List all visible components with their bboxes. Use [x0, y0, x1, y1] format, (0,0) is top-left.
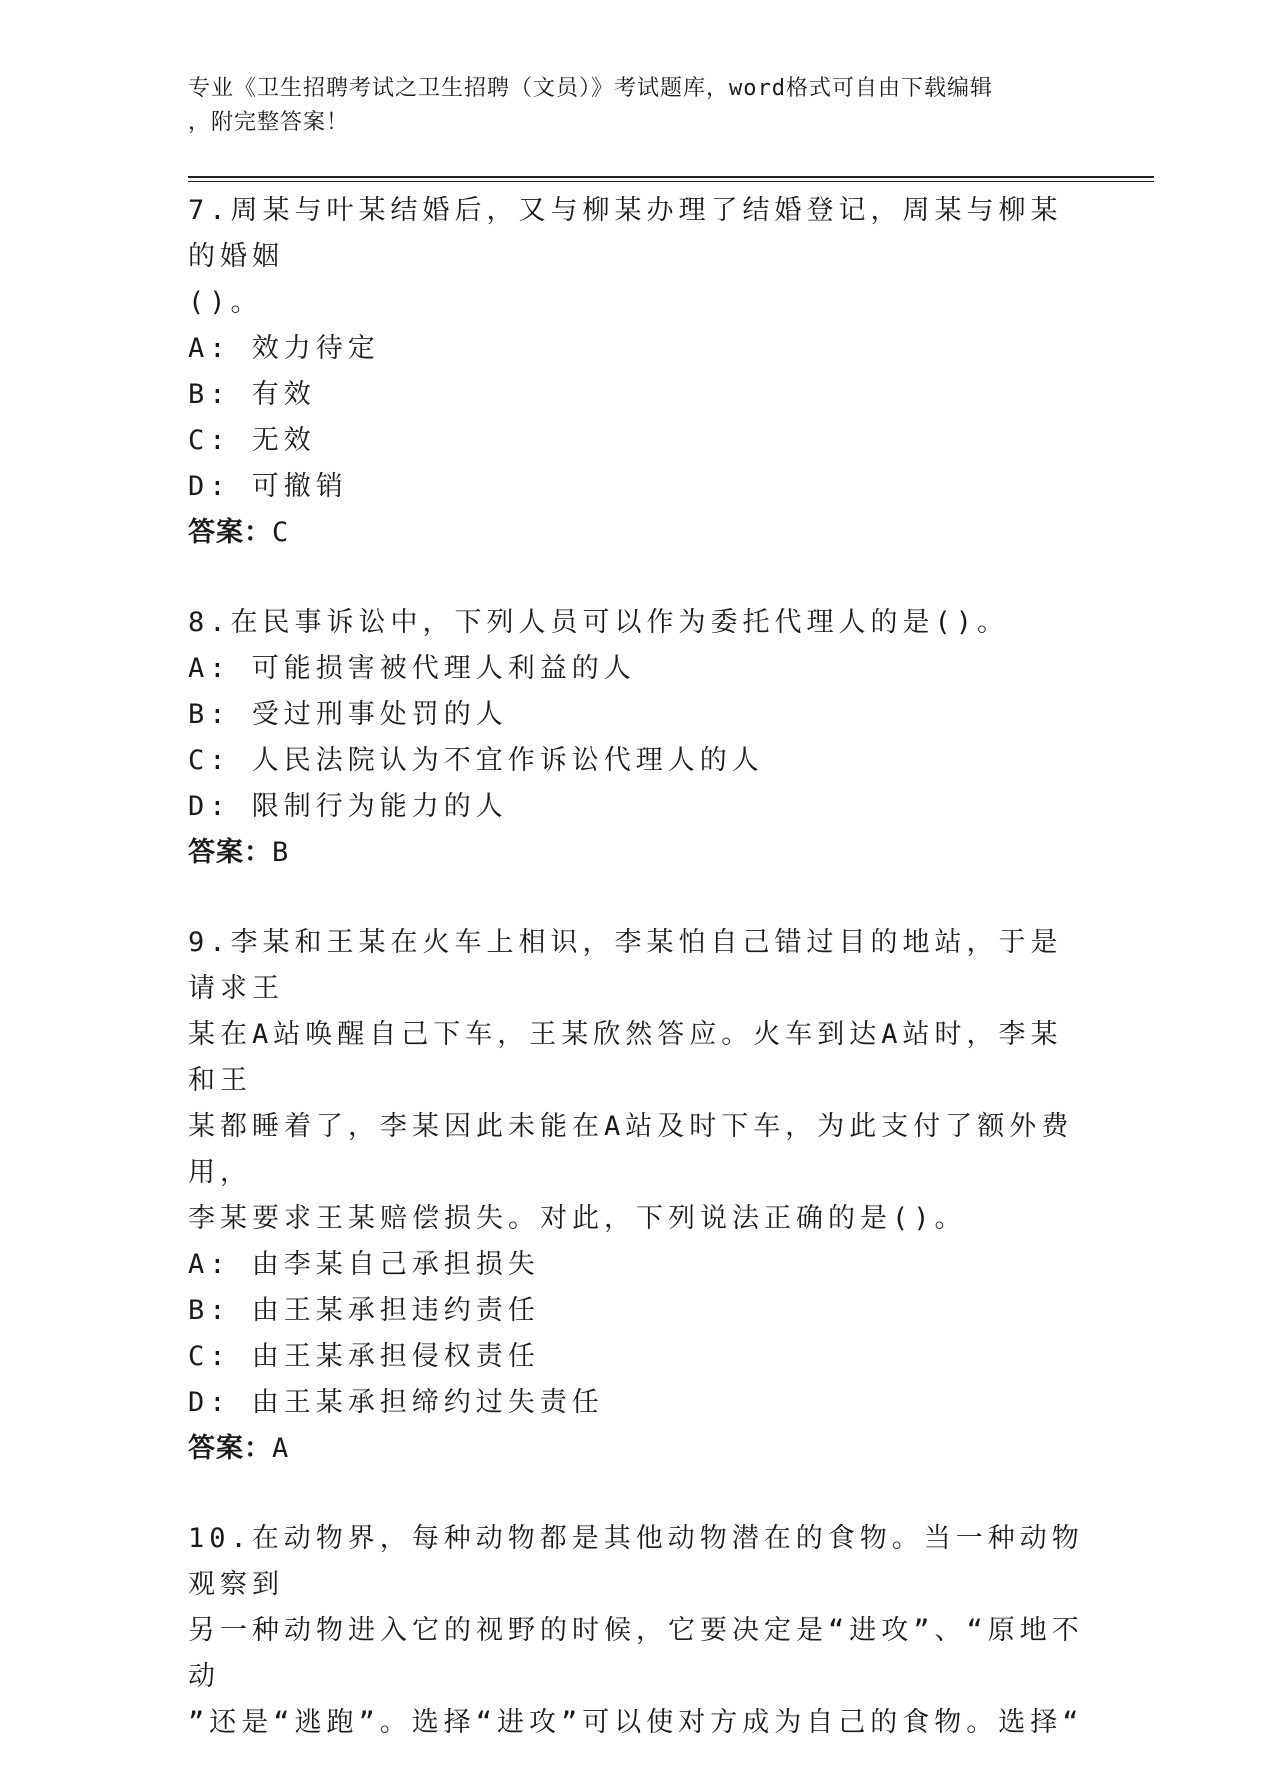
question-text-line: 另一种动物进入它的视野的时候，它要决定是“进攻”、“原地不动	[188, 1615, 1084, 1692]
question-text-line: 某在A站唤醒自己下车，王某欣然答应。火车到达A站时，李某和王	[188, 1019, 1063, 1096]
answer-value: C	[272, 517, 290, 548]
header-line-2: ，附完整答案！	[188, 110, 350, 135]
answer-label: 答案：	[188, 1433, 272, 1464]
answer-label: 答案：	[188, 837, 272, 868]
header-divider	[188, 176, 1154, 182]
answer-line	[188, 1426, 1088, 1472]
option-c: C: 人民法院认为不宜作诉讼代理人的人	[188, 745, 764, 776]
question-10	[188, 1516, 1088, 1746]
answer-line	[188, 510, 1088, 556]
question-text-line: 李某要求王某赔偿损失。对此，下列说法正确的是()。	[188, 1203, 967, 1234]
option-d: D: 限制行为能力的人	[188, 791, 508, 822]
option-c: C: 由王某承担侵权责任	[188, 1341, 540, 1372]
question-text-line: 10.在动物界，每种动物都是其他动物潜在的食物。当一种动物观察到	[188, 1523, 1084, 1600]
question-text-line: 9.李某和王某在火车上相识，李某怕自己错过目的地站，于是请求王	[188, 927, 1063, 1004]
question-7	[188, 188, 1088, 556]
question-text-line: ”还是“逃跑”。选择“进攻”可以使对方成为自己的食物。选择“	[188, 1707, 1084, 1738]
question-list	[188, 188, 1088, 1790]
header-line-1: 专业《卫生招聘考试之卫生招聘（文员）》考试题库，word格式可自由下载编辑	[188, 76, 993, 101]
answer-value: B	[272, 837, 290, 868]
answer-line	[188, 830, 1088, 876]
answer-label: 答案：	[188, 517, 272, 548]
question-text-line: 8.在民事诉讼中，下列人员可以作为委托代理人的是()。	[188, 607, 1010, 638]
question-9	[188, 920, 1088, 1472]
option-d: D: 可撤销	[188, 471, 348, 502]
question-text-line: 某都睡着了，李某因此未能在A站及时下车，为此支付了额外费用，	[188, 1111, 1074, 1188]
option-b: B: 由王某承担违约责任	[188, 1295, 540, 1326]
document-header	[188, 72, 1078, 140]
question-text-line: 7.周某与叶某结婚后，又与柳某办理了结婚登记，周某与柳某的婚姻	[188, 195, 1063, 272]
question-8	[188, 600, 1088, 876]
option-c: C: 无效	[188, 425, 316, 456]
option-b: B: 有效	[188, 379, 316, 410]
answer-value: A	[272, 1433, 290, 1464]
option-a: A: 效力待定	[188, 333, 380, 364]
question-text-line: ()。	[188, 287, 263, 318]
option-b: B: 受过刑事处罚的人	[188, 699, 508, 730]
option-a: A: 可能损害被代理人利益的人	[188, 653, 636, 684]
option-a: A: 由李某自己承担损失	[188, 1249, 540, 1280]
option-d: D: 由王某承担缔约过失责任	[188, 1387, 604, 1418]
